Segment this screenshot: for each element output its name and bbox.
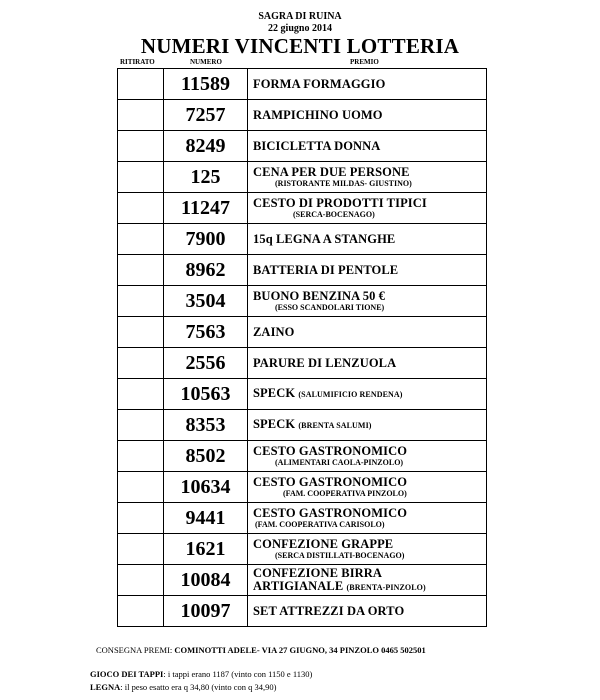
- prize-line: [253, 387, 486, 401]
- ritirato-cell: [118, 503, 164, 534]
- prize-sponsor: (FAM. COOPERATIVA PINZOLO): [283, 488, 407, 498]
- prize-name: ZAINO: [253, 324, 295, 339]
- prize-line: [253, 326, 486, 339]
- prize-sponsor: (FAM. COOPERATIVA CARISOLO): [255, 519, 385, 529]
- table-row: [118, 286, 487, 317]
- prize-cell: [248, 348, 487, 379]
- prize-name-continued: ARTIGIANALE: [253, 578, 344, 593]
- prize-cell: [248, 596, 487, 627]
- prize-line: [253, 109, 486, 122]
- table-row: [118, 162, 487, 193]
- ritirato-cell: [118, 100, 164, 131]
- ticket-number: 11589: [164, 69, 248, 100]
- prize-line: [253, 476, 486, 489]
- prize-cell: [248, 69, 487, 100]
- table-row: [118, 317, 487, 348]
- wood-weight-label: LEGNA: [90, 682, 121, 692]
- winners-table-body: [118, 69, 487, 627]
- table-row: [118, 503, 487, 534]
- bottle-cap-game-value: : i tappi erano 1187 (vinto con 1150 e 1130): [163, 669, 313, 679]
- ritirato-cell: [118, 317, 164, 348]
- prize-cell: [248, 565, 487, 596]
- event-name: SAGRA DI RUINA: [258, 11, 342, 22]
- ticket-number: 7900: [164, 224, 248, 255]
- prize-line: [253, 290, 486, 303]
- table-row: [118, 69, 487, 100]
- event-date: 22 giugno 2014: [268, 23, 332, 34]
- prize-sponsor: (ALIMENTARI CAOLA-PINZOLO): [275, 457, 404, 467]
- prize-line: [253, 166, 486, 179]
- ritirato-cell: [118, 596, 164, 627]
- ritirato-cell: [118, 224, 164, 255]
- column-header-premio: PREMIO: [350, 58, 379, 66]
- delivery-value: COMINOTTI ADELE- VIA 27 GIUGNO, 34 PINZOLO 0465 502501: [174, 645, 426, 655]
- prize-line: [253, 140, 486, 153]
- ritirato-cell: [118, 193, 164, 224]
- wood-weight-value: : il peso esatto era q 34,80 (vinto con q 34,90): [120, 682, 277, 692]
- table-row: [118, 565, 487, 596]
- prize-line: [253, 580, 486, 594]
- table-row: [118, 193, 487, 224]
- ritirato-cell: [118, 286, 164, 317]
- prize-sponsor: (BRENTA-PINZOLO): [346, 582, 426, 592]
- ticket-number: 125: [164, 162, 248, 193]
- prize-name: CESTO DI PRODOTTI TIPICI: [253, 195, 427, 210]
- prize-name: SET ATTREZZI DA ORTO: [253, 603, 405, 618]
- ticket-number: 10084: [164, 565, 248, 596]
- ticket-number: 8249: [164, 131, 248, 162]
- delivery-info: [96, 645, 516, 655]
- winners-table: [117, 68, 487, 627]
- prize-cell: [248, 162, 487, 193]
- prize-name: BICICLETTA DONNA: [253, 138, 381, 153]
- prize-cell: [248, 317, 487, 348]
- ritirato-cell: [118, 348, 164, 379]
- prize-name: CESTO GASTRONOMICO: [253, 505, 408, 520]
- table-row: [118, 224, 487, 255]
- bottle-cap-game-note: [90, 669, 312, 679]
- table-row: [118, 534, 487, 565]
- ticket-number: 10563: [164, 379, 248, 410]
- ticket-number: 9441: [164, 503, 248, 534]
- ticket-number: 8353: [164, 410, 248, 441]
- prize-name: CESTO GASTRONOMICO: [253, 474, 408, 489]
- page-title: NUMERI VINCENTI LOTTERIA: [140, 34, 460, 58]
- ticket-number: 8502: [164, 441, 248, 472]
- prize-name: RAMPICHINO UOMO: [253, 107, 383, 122]
- prize-sponsor: (SERCA-BOCENAGO): [293, 209, 375, 219]
- ticket-number: 1621: [164, 534, 248, 565]
- prize-cell: [248, 534, 487, 565]
- prize-sponsor: (ESSO SCANDOLARI TIONE): [275, 302, 385, 312]
- table-row: [118, 100, 487, 131]
- ritirato-cell: [118, 379, 164, 410]
- ticket-number: 7563: [164, 317, 248, 348]
- prize-line: [253, 605, 486, 618]
- table-row: [118, 441, 487, 472]
- prize-name: CONFEZIONE BIRRA: [253, 565, 383, 580]
- prize-cell: [248, 472, 487, 503]
- prize-cell: [248, 100, 487, 131]
- prize-line: [253, 197, 486, 210]
- delivery-label: CONSEGNA PREMI:: [96, 645, 173, 655]
- prize-name: FORMA FORMAGGIO: [253, 76, 386, 91]
- table-row: [118, 131, 487, 162]
- prize-line: [253, 418, 486, 432]
- prize-cell: [248, 193, 487, 224]
- ritirato-cell: [118, 255, 164, 286]
- ritirato-cell: [118, 131, 164, 162]
- ritirato-cell: [118, 69, 164, 100]
- prize-name: CENA PER DUE PERSONE: [253, 164, 410, 179]
- prize-cell: [248, 131, 487, 162]
- ritirato-cell: [118, 441, 164, 472]
- ticket-number: 3504: [164, 286, 248, 317]
- prize-line: [253, 264, 486, 277]
- ritirato-cell: [118, 410, 164, 441]
- prize-sponsor: (BRENTA SALUMI): [298, 421, 372, 430]
- prize-line: [253, 233, 486, 246]
- table-row: [118, 255, 487, 286]
- table-row: [118, 379, 487, 410]
- ticket-number: 2556: [164, 348, 248, 379]
- table-row: [118, 348, 487, 379]
- table-row: [118, 472, 487, 503]
- ticket-number: 10097: [164, 596, 248, 627]
- prize-line: [253, 78, 486, 91]
- column-header-ritirato: RITIRATO: [120, 58, 155, 66]
- prize-line: [253, 507, 486, 520]
- ticket-number: 8962: [164, 255, 248, 286]
- bottle-cap-game-label: GIOCO DEI TAPPI: [90, 669, 164, 679]
- table-row: [118, 410, 487, 441]
- prize-cell: [248, 286, 487, 317]
- prize-line: [253, 538, 486, 551]
- ticket-number: 7257: [164, 100, 248, 131]
- prize-name: SPECK: [253, 417, 296, 431]
- prize-line: [253, 445, 486, 458]
- prize-cell: [248, 410, 487, 441]
- prize-name: PARURE DI LENZUOLA: [253, 355, 397, 370]
- ritirato-cell: [118, 472, 164, 503]
- wood-weight-note: [90, 682, 277, 692]
- ticket-number: 11247: [164, 193, 248, 224]
- prize-name: CESTO GASTRONOMICO: [253, 443, 408, 458]
- prize-sponsor: (RISTORANTE MILDAS- GIUSTINO): [275, 178, 412, 188]
- prize-line: [253, 357, 486, 370]
- ticket-number: 10634: [164, 472, 248, 503]
- ritirato-cell: [118, 162, 164, 193]
- ritirato-cell: [118, 534, 164, 565]
- column-header-numero: NUMERO: [190, 58, 222, 66]
- prize-cell: [248, 224, 487, 255]
- prize-cell: [248, 441, 487, 472]
- prize-cell: [248, 255, 487, 286]
- prize-name: CONFEZIONE GRAPPE: [253, 536, 394, 551]
- prize-sponsor: (SERCA DISTILLATI-BOCENAGO): [275, 550, 405, 560]
- prize-name: BATTERIA DI PENTOLE: [253, 262, 399, 277]
- prize-cell: [248, 379, 487, 410]
- prize-cell: [248, 503, 487, 534]
- prize-name: SPECK: [253, 386, 296, 400]
- table-row: [118, 596, 487, 627]
- prize-sponsor: (SALUMIFICIO RENDENA): [298, 390, 403, 399]
- prize-name: BUONO BENZINA 50 €: [253, 288, 386, 303]
- prize-name: 15q LEGNA A STANGHE: [253, 231, 396, 246]
- ritirato-cell: [118, 565, 164, 596]
